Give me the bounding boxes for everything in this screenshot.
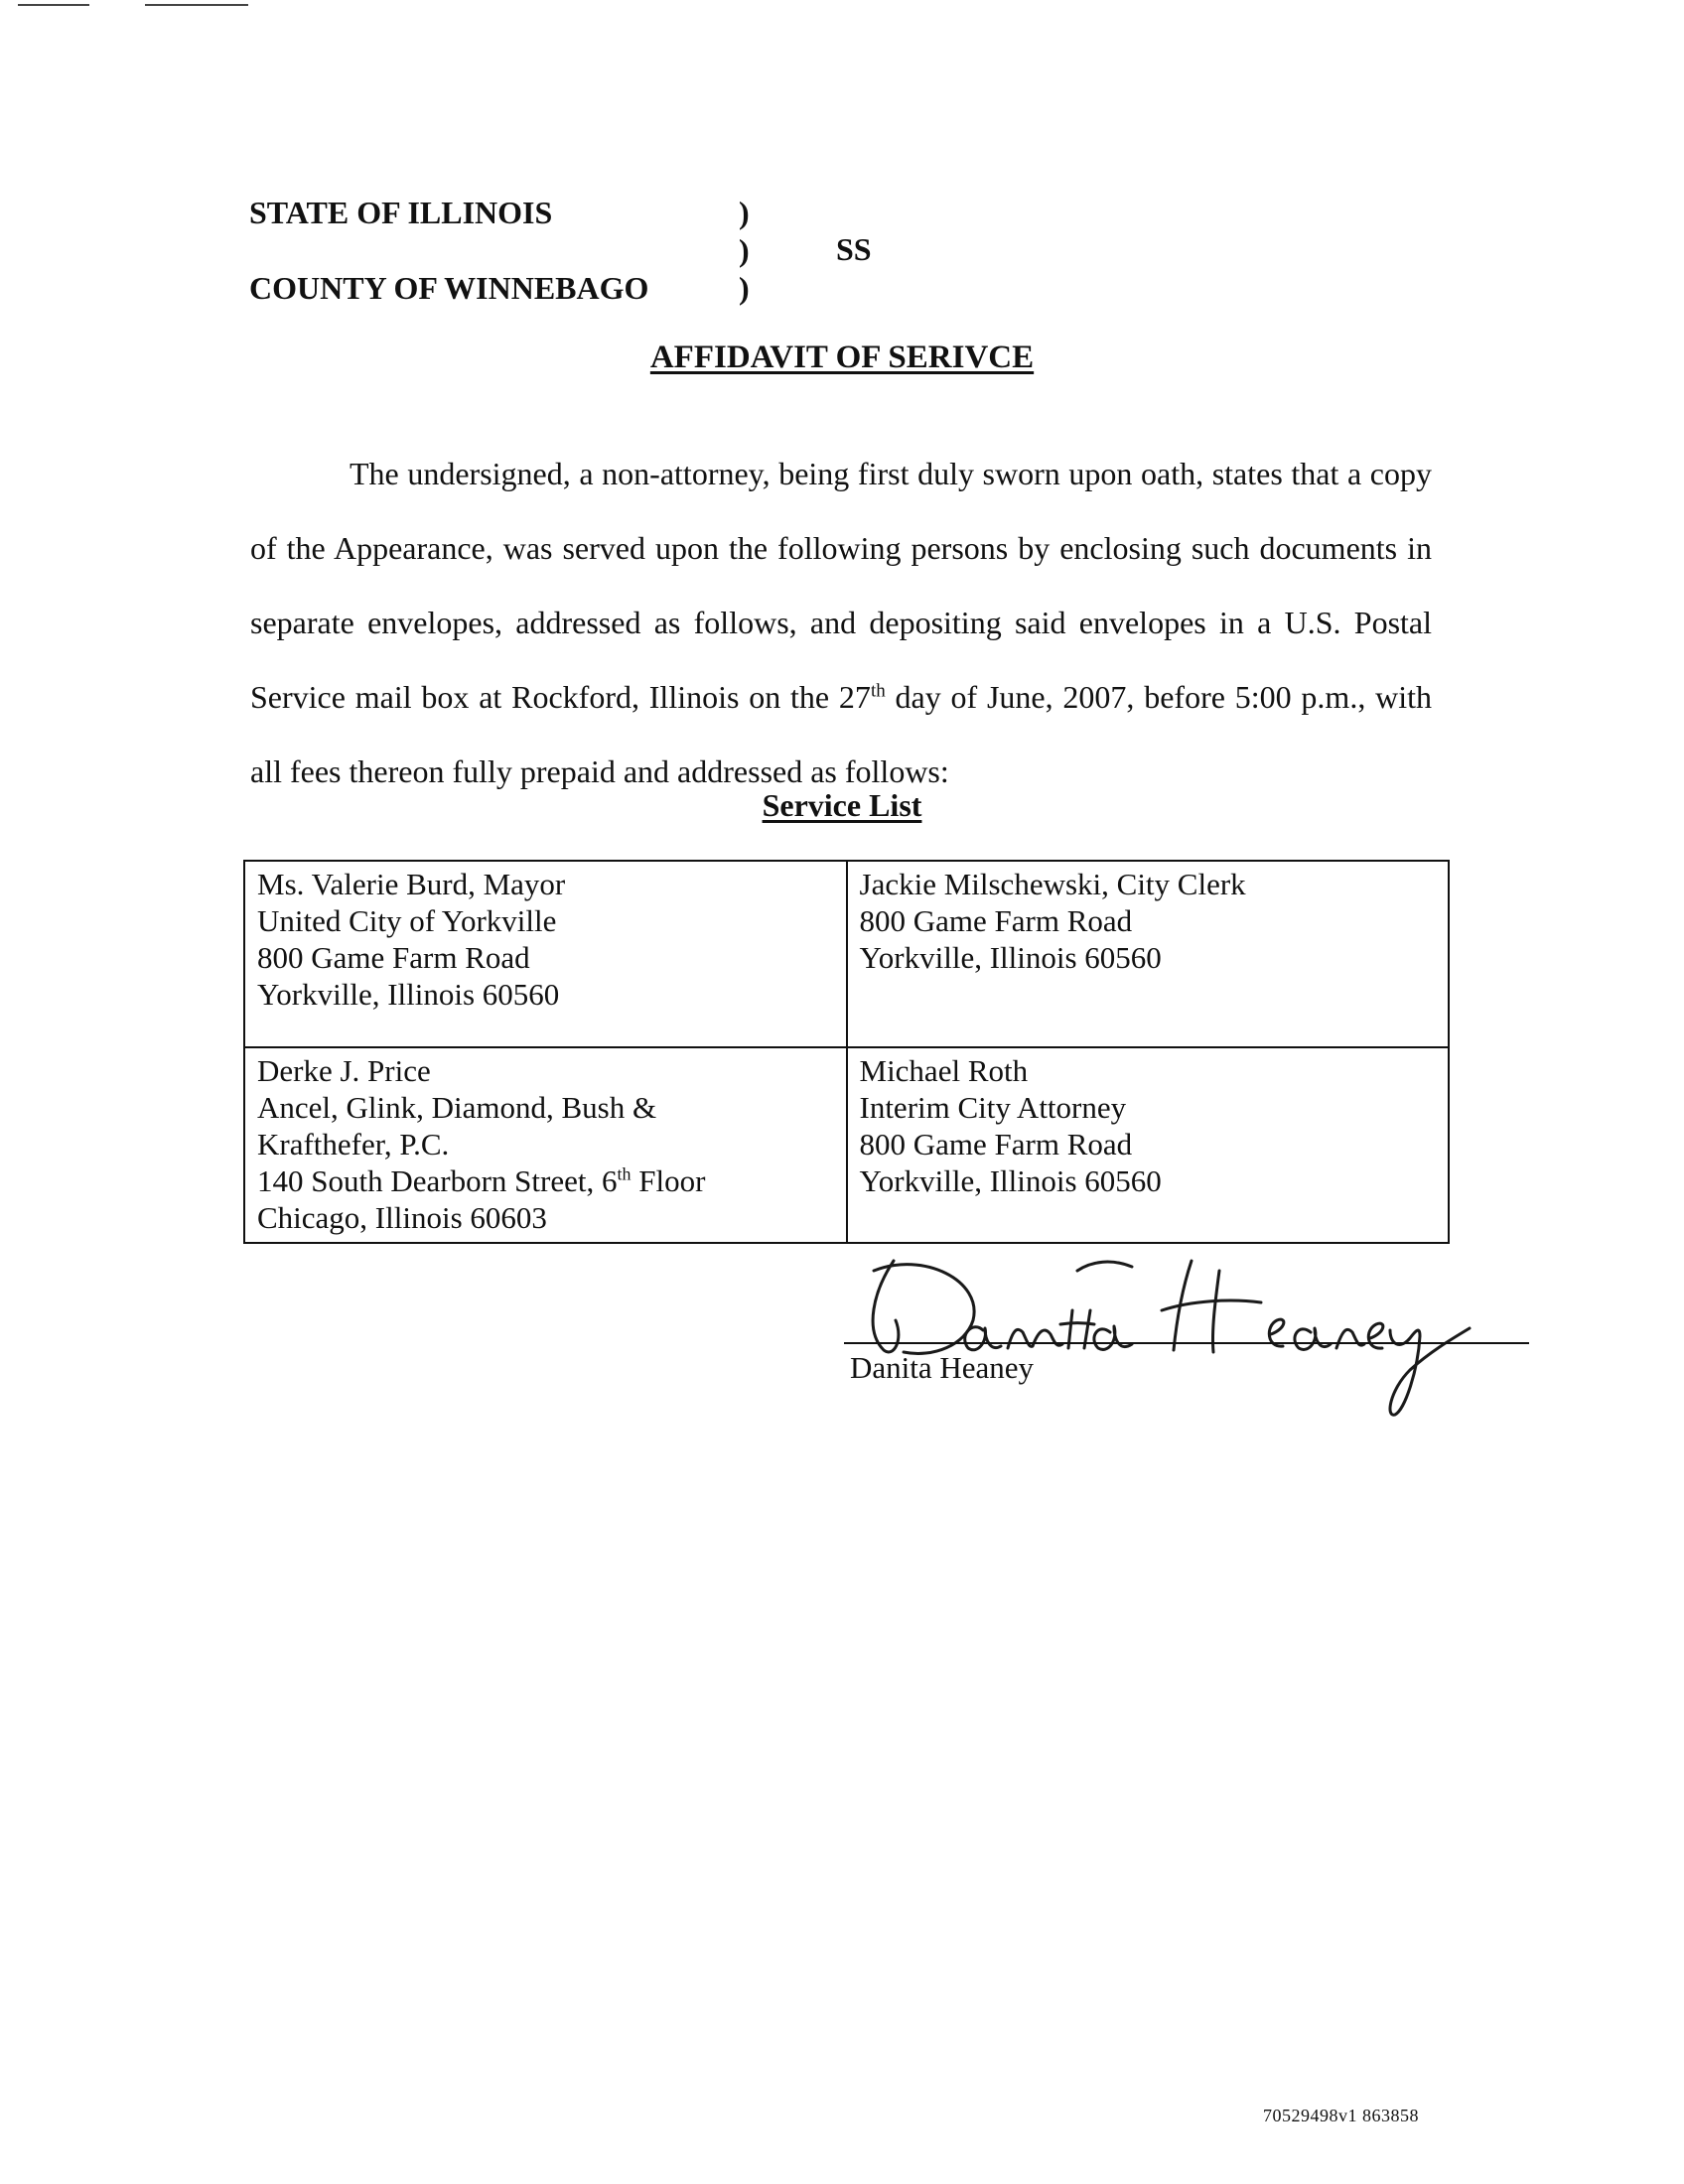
address-line: 800 Game Farm Road — [257, 940, 530, 975]
signer-name: Danita Heaney — [850, 1350, 1035, 1385]
recipient-cell-burd — [244, 861, 847, 1047]
scan-artifact-line — [145, 4, 248, 6]
service-list-table — [243, 860, 1450, 1244]
signature-line — [844, 1342, 1529, 1344]
address-line: Chicago, Illinois 60603 — [257, 1200, 547, 1235]
document-id: 70529498v1 863858 — [1263, 2106, 1419, 2125]
caption-paren: ) — [739, 270, 750, 306]
county-label: COUNTY OF WINNEBAGO — [249, 270, 649, 306]
caption-paren: ) — [739, 232, 750, 268]
recipient-cell-price — [244, 1047, 847, 1243]
address-line: Yorkville, Illinois 60560 — [859, 1163, 1162, 1198]
address-line: Yorkville, Illinois 60560 — [859, 940, 1162, 975]
caption-paren: ) — [739, 195, 750, 230]
service-list-title: Service List — [762, 787, 922, 823]
table-row — [244, 1047, 1449, 1243]
address-line: Michael Roth — [859, 1053, 1029, 1088]
body-text: The undersigned, a non-attorney, being first duly sworn upon oath, states that a copy of the Appearance, was served upon the following persons by enclosing such documents in separate envelopes, addressed as follows, and depositing said envelopes in a U.S. Postal Service mail box at Rockford, Illinois on the 27 — [250, 456, 1432, 715]
ordinal-suffix: th — [870, 680, 886, 702]
recipient-cell-roth — [847, 1047, 1450, 1243]
scan-artifact-line — [18, 4, 89, 6]
handwritten-signature — [834, 1241, 1549, 1439]
street-text: 140 South Dearborn Street, 6 — [257, 1163, 618, 1198]
address-line: Jackie Milschewski, City Clerk — [859, 867, 1246, 901]
address-line: 800 Game Farm Road — [859, 903, 1133, 938]
address-line: Yorkville, Illinois 60560 — [257, 977, 560, 1012]
address-line: 800 Game Farm Road — [859, 1127, 1133, 1161]
floor-text: Floor — [631, 1163, 706, 1198]
affidavit-body — [250, 437, 1432, 809]
document-title: AFFIDAVIT OF SERIVCE — [649, 340, 1035, 375]
address-line: Interim City Attorney — [859, 1090, 1127, 1125]
address-line — [257, 1162, 832, 1199]
state-label: STATE OF ILLINOIS — [249, 195, 553, 230]
table-row — [244, 861, 1449, 1047]
body-text: day of June, 2007, before 5:00 p.m., with all fees thereon fully prepaid and addressed as follows: — [250, 679, 1433, 789]
recipient-cell-milschewski — [847, 861, 1450, 1047]
address-line: Ancel, Glink, Diamond, Bush & — [257, 1090, 657, 1125]
ordinal-suffix: th — [617, 1163, 632, 1184]
address-line: Krafthefer, P.C. — [257, 1127, 450, 1161]
address-line: Ms. Valerie Burd, Mayor — [257, 867, 566, 901]
address-line: United City of Yorkville — [257, 903, 557, 938]
ss-label: SS — [836, 231, 872, 267]
address-line: Derke J. Price — [257, 1053, 431, 1088]
